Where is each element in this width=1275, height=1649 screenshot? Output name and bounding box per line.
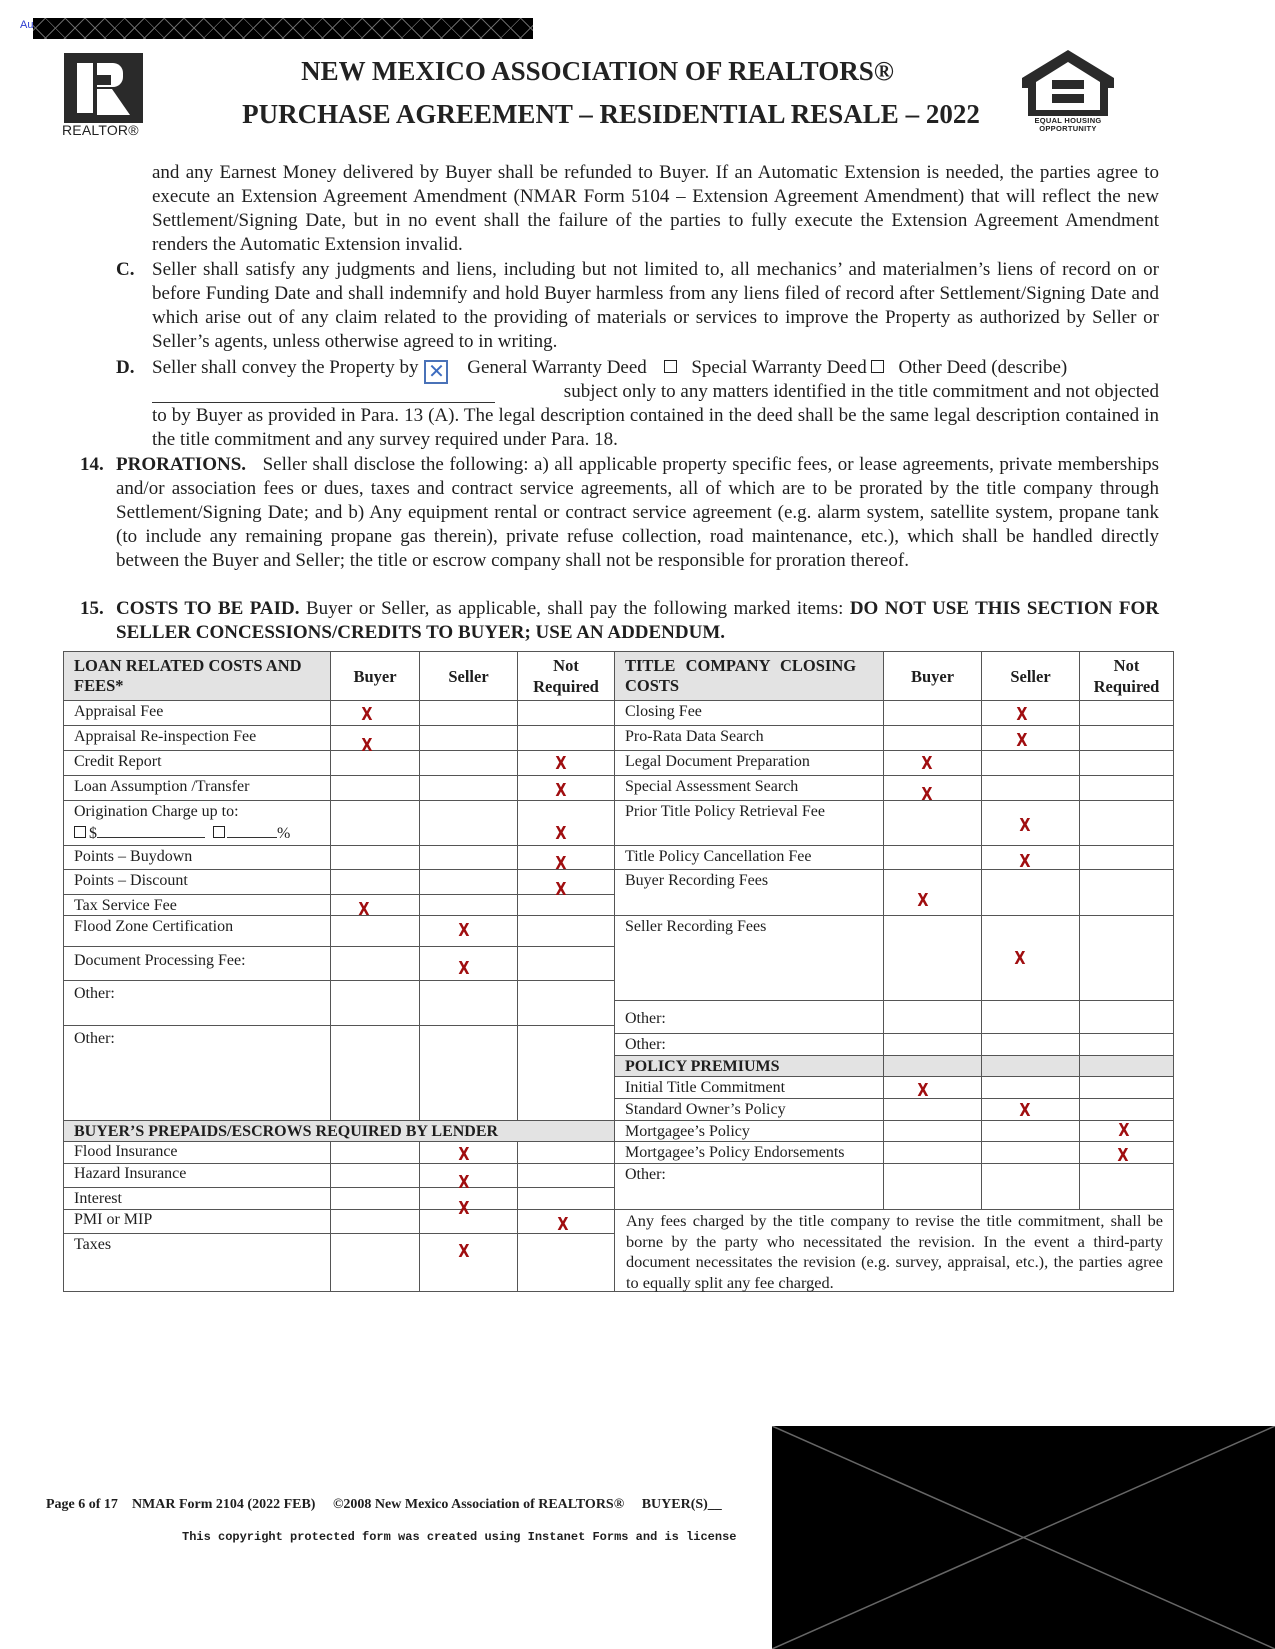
title-row-label: Legal Document Preparation bbox=[614, 750, 884, 776]
prepaid-row-buyer-cell[interactable] bbox=[330, 1233, 420, 1292]
loan-col-seller: Seller bbox=[419, 651, 518, 701]
x-mark-icon: X bbox=[557, 1214, 569, 1235]
policy-row-seller-cell[interactable] bbox=[981, 1163, 1080, 1210]
origination-percent-checkbox[interactable] bbox=[213, 826, 225, 838]
title-row-buyer-cell[interactable] bbox=[883, 1000, 982, 1034]
title-row-label: Special Assessment Search bbox=[614, 775, 884, 801]
title-row-buyer-cell[interactable] bbox=[883, 869, 982, 916]
title-row-buyer-cell[interactable] bbox=[883, 1033, 982, 1056]
x-mark-icon: X bbox=[458, 958, 470, 979]
form-id: NMAR Form 2104 (2022 FEB) bbox=[131, 1497, 316, 1512]
title-row-seller-cell[interactable] bbox=[981, 915, 1080, 1001]
loan-row-label: Points – Buydown bbox=[63, 845, 331, 870]
loan-row-seller-cell[interactable] bbox=[419, 1025, 518, 1121]
loan-row-nr-cell[interactable] bbox=[517, 725, 615, 751]
x-mark-icon: X bbox=[1016, 730, 1028, 751]
x-mark-icon: X bbox=[555, 753, 567, 774]
policy-row-buyer-cell[interactable] bbox=[883, 1120, 982, 1142]
item-c-label: C. bbox=[116, 259, 135, 280]
x-mark-icon: X bbox=[555, 780, 567, 801]
x-mark-icon: X bbox=[361, 735, 373, 756]
title-revision-fee-note: Any fees charged by the title company to revise the title commitment, shall be borne by the party who necessitated the revision. In the event a third-party document necessitates the revision (e.g. survey, appraisal, etc.), the parties agree to equally split any fee charged. bbox=[614, 1209, 1174, 1292]
x-mark-icon: X bbox=[555, 853, 567, 874]
policy-premiums-heading-fill bbox=[883, 1055, 982, 1077]
loan-row-buyer-cell[interactable] bbox=[330, 915, 420, 947]
general-warranty-deed-label: General Warranty Deed bbox=[467, 357, 647, 378]
section-15-body bbox=[116, 597, 1159, 645]
copyright-text: ©2008 New Mexico Association of REALTORS® bbox=[332, 1497, 625, 1512]
eho-line1: EQUAL HOUSING bbox=[1034, 116, 1102, 125]
prepaid-row-buyer-cell[interactable] bbox=[330, 1163, 420, 1188]
x-mark-icon: X bbox=[458, 1241, 470, 1262]
policy-row-label: Mortgagee’s Policy bbox=[614, 1120, 884, 1142]
policy-premiums-heading-fill bbox=[1079, 1055, 1174, 1077]
loan-row-buyer-cell[interactable] bbox=[330, 800, 420, 846]
loan-row-label: Other: bbox=[63, 1025, 331, 1121]
x-mark-icon: X bbox=[1016, 704, 1028, 725]
loan-row-nr-cell[interactable] bbox=[517, 1025, 615, 1121]
loan-row-buyer-cell[interactable] bbox=[330, 894, 420, 916]
x-mark-icon: X bbox=[917, 890, 929, 911]
title-col-buyer: Buyer bbox=[883, 651, 982, 701]
title-row-nr-cell[interactable] bbox=[1079, 725, 1174, 751]
loan-row-label: Appraisal Fee bbox=[63, 700, 331, 726]
loan-row-buyer-cell[interactable] bbox=[330, 775, 420, 801]
loan-col-not-required: Not Required bbox=[517, 651, 615, 701]
section-14-heading: PRORATIONS. bbox=[116, 454, 247, 475]
title-row-seller-cell[interactable] bbox=[981, 1000, 1080, 1034]
origination-amount-line: $ % bbox=[74, 822, 320, 844]
section-14-body bbox=[116, 453, 1159, 573]
prepaid-row-label: Flood Insurance bbox=[63, 1141, 331, 1164]
prepaid-row-nr-cell[interactable] bbox=[517, 1163, 615, 1188]
loan-row-label: Document Processing Fee: bbox=[63, 946, 331, 981]
section-15-heading: COSTS TO BE PAID. bbox=[116, 598, 300, 619]
equal-housing-label bbox=[1022, 117, 1114, 133]
x-mark-icon: X bbox=[458, 1172, 470, 1193]
license-note: This copyright protected form was created using Instanet Forms and is license bbox=[182, 1530, 737, 1544]
policy-row-seller-cell[interactable] bbox=[981, 1120, 1080, 1142]
other-deed-describe-field[interactable] bbox=[152, 402, 495, 403]
redacted-header-bar bbox=[33, 18, 533, 39]
title-row-nr-cell[interactable] bbox=[1079, 869, 1174, 916]
title-row-label: Title Policy Cancellation Fee bbox=[614, 845, 884, 870]
x-mark-icon: X bbox=[458, 920, 470, 941]
policy-row-nr-cell[interactable] bbox=[1079, 1098, 1174, 1121]
page-footer bbox=[46, 1497, 722, 1513]
prepaid-row-label: PMI or MIP bbox=[63, 1209, 331, 1234]
origination-dollar-checkbox[interactable] bbox=[74, 826, 86, 838]
loan-row-seller-cell[interactable] bbox=[419, 869, 518, 895]
loan-row-buyer-cell[interactable] bbox=[330, 845, 420, 870]
equal-housing-house-icon bbox=[1020, 48, 1116, 118]
section-14-text: Seller shall disclose the following: a) all applicable property specific fees, or lease agreements, private memberships and/or association fees or dues, taxes and contract service agreements, all of which are to be prorated by the title company through Settlement/Signing Date; and b) Any equipment rental or contract service agreement (e.g. alarm system, satellite system, propane tank (to include any remaining propane gas therein), private refuse collection, road maintenance, etc.), which shall be handled directly between the Buyer and Seller; the title or escrow company shall not be responsible for proration thereof. bbox=[116, 454, 1159, 571]
loan-row-origination bbox=[63, 800, 331, 846]
loan-row-nr-cell[interactable] bbox=[517, 946, 615, 981]
title-row-label: Prior Title Policy Retrieval Fee bbox=[614, 800, 884, 846]
policy-row-label: Mortgagee’s Policy Endorsements bbox=[614, 1141, 884, 1164]
loan-row-label: Credit Report bbox=[63, 750, 331, 776]
prepaids-heading: BUYER’S PREPAIDS/ESCROWS REQUIRED BY LENDER bbox=[63, 1120, 615, 1142]
x-mark-icon: X bbox=[1019, 851, 1031, 872]
policy-row-buyer-cell[interactable] bbox=[883, 1076, 982, 1099]
loan-row-nr-cell[interactable] bbox=[517, 700, 615, 726]
title-col-seller: Seller bbox=[981, 651, 1080, 701]
title-row-seller-cell[interactable] bbox=[981, 750, 1080, 776]
origination-label: Origination Charge up to: bbox=[74, 803, 239, 820]
loan-row-seller-cell[interactable] bbox=[419, 725, 518, 751]
policy-row-label: Other: bbox=[614, 1163, 884, 1210]
title-row-seller-cell[interactable] bbox=[981, 725, 1080, 751]
policy-row-seller-cell[interactable] bbox=[981, 1141, 1080, 1164]
title-row-seller-cell[interactable] bbox=[981, 775, 1080, 801]
buyer-initials-label: BUYER(S)__ bbox=[641, 1497, 722, 1512]
prepaid-row-label: Taxes bbox=[63, 1233, 331, 1292]
loan-row-seller-cell[interactable] bbox=[419, 980, 518, 1026]
title-row-seller-cell[interactable] bbox=[981, 1033, 1080, 1056]
prepaid-row-buyer-cell[interactable] bbox=[330, 1209, 420, 1234]
title-row-nr-cell[interactable] bbox=[1079, 1033, 1174, 1056]
policy-premiums-heading-fill bbox=[981, 1055, 1080, 1077]
x-mark-icon: X bbox=[358, 899, 370, 920]
loan-row-seller-cell[interactable] bbox=[419, 800, 518, 846]
section-15-number: 15. bbox=[80, 598, 104, 619]
loan-row-seller-cell[interactable] bbox=[419, 750, 518, 776]
policy-row-seller-cell[interactable] bbox=[981, 1076, 1080, 1099]
loan-row-seller-cell[interactable] bbox=[419, 700, 518, 726]
title-row-label: Seller Recording Fees bbox=[614, 915, 884, 1001]
item-d-label: D. bbox=[116, 357, 135, 378]
page-title-agreement: PURCHASE AGREEMENT – RESIDENTIAL RESALE – 2022 bbox=[242, 99, 980, 129]
x-mark-icon: X bbox=[1014, 948, 1026, 969]
loan-row-seller-cell[interactable] bbox=[419, 845, 518, 870]
other-deed-label: Other Deed (describe) bbox=[898, 357, 1068, 378]
loan-row-label: Tax Service Fee bbox=[63, 894, 331, 916]
policy-row-buyer-cell[interactable] bbox=[883, 1098, 982, 1121]
loan-row-buyer-cell[interactable] bbox=[330, 980, 420, 1026]
policy-row-buyer-cell[interactable] bbox=[883, 1141, 982, 1164]
x-mark-icon: X bbox=[1118, 1120, 1130, 1141]
title-row-nr-cell[interactable] bbox=[1079, 700, 1174, 726]
title-row-buyer-cell[interactable] bbox=[883, 700, 982, 726]
item-c-text: Seller shall satisfy any judgments and liens, including but not limited to, all mechanics’ and materialmen’s liens of record on or before Funding Date and shall indemnify and hold Buyer harmless from any liens filed of record after Settlement/Signing Date and which arise out of any claim related to the providing of materials or services to improve the Property as authorized by Seller or Seller’s agents, unless otherwise agreed to in writing. bbox=[152, 259, 1159, 352]
title-row-seller-cell[interactable] bbox=[981, 869, 1080, 916]
title-row-buyer-cell[interactable] bbox=[883, 845, 982, 870]
section-15-warning: DO NOT USE THIS SECTION FOR SELLER CONCESSIONS/CREDITS TO BUYER; USE AN ADDENDUM. bbox=[116, 598, 1159, 643]
loan-row-buyer-cell[interactable] bbox=[330, 869, 420, 895]
loan-row-label: Loan Assumption /Transfer bbox=[63, 775, 331, 801]
origination-percent-field[interactable] bbox=[227, 822, 277, 838]
general-warranty-deed-checkbox[interactable] bbox=[424, 360, 448, 384]
x-mark-icon: X bbox=[555, 823, 567, 844]
title-row-nr-cell[interactable] bbox=[1079, 1000, 1174, 1034]
x-mark-icon: X bbox=[361, 704, 373, 725]
policy-premiums-heading: POLICY PREMIUMS bbox=[614, 1055, 884, 1077]
policy-row-nr-cell[interactable] bbox=[1079, 1163, 1174, 1210]
page-number: Page 6 of 17 bbox=[46, 1497, 118, 1512]
title-row-buyer-cell[interactable] bbox=[883, 915, 982, 1001]
realtor-logo-text: REALTOR® bbox=[62, 122, 139, 138]
section-14-number: 14. bbox=[80, 454, 104, 475]
loan-row-seller-cell[interactable] bbox=[419, 894, 518, 916]
loan-row-nr-cell[interactable] bbox=[517, 915, 615, 947]
x-mark-icon: X bbox=[1117, 1145, 1129, 1166]
policy-row-label: Standard Owner’s Policy bbox=[614, 1098, 884, 1121]
x-mark-icon: X bbox=[1019, 1100, 1031, 1121]
other-deed-checkbox[interactable] bbox=[871, 360, 884, 373]
x-mark-icon: X bbox=[458, 1144, 470, 1165]
loan-row-label: Flood Zone Certification bbox=[63, 915, 331, 947]
x-mark-icon: X bbox=[921, 753, 933, 774]
loan-costs-heading: LOAN RELATED COSTS AND FEES* bbox=[63, 651, 331, 701]
x-mark-icon: X bbox=[458, 1198, 470, 1219]
policy-row-buyer-cell[interactable] bbox=[883, 1163, 982, 1210]
title-row-nr-cell[interactable] bbox=[1079, 775, 1174, 801]
title-costs-heading: TITLE COMPANY CLOSING COSTS bbox=[614, 651, 884, 701]
loan-row-buyer-cell[interactable] bbox=[330, 700, 420, 726]
item-d-line2: subject only to any matters identified in the title commitment and not objected bbox=[563, 381, 1159, 402]
loan-row-label: Other: bbox=[63, 980, 331, 1026]
prepaid-row-nr-cell[interactable] bbox=[517, 1141, 615, 1164]
title-row-nr-cell[interactable] bbox=[1079, 750, 1174, 776]
title-row-label: Other: bbox=[614, 1000, 884, 1034]
deed-lead-text: Seller shall convey the Property by bbox=[152, 357, 419, 378]
item-d-line3: to by Buyer as provided in Para. 13 (A). The legal description contained in the deed shall be the same legal description contained in the title commitment and any survey required under Para. 18. bbox=[152, 405, 1159, 450]
loan-row-nr-cell[interactable] bbox=[517, 980, 615, 1026]
eho-line2: OPPORTUNITY bbox=[1039, 124, 1097, 133]
title-row-label: Closing Fee bbox=[614, 700, 884, 726]
title-col-not-required: Not Required bbox=[1079, 651, 1174, 701]
prepaid-row-nr-cell[interactable] bbox=[517, 1187, 615, 1210]
policy-row-label: Initial Title Commitment bbox=[614, 1076, 884, 1099]
policy-row-nr-cell[interactable] bbox=[1079, 1076, 1174, 1099]
x-mark-icon: X bbox=[555, 879, 567, 900]
section-15-text: Buyer or Seller, as applicable, shall pay the following marked items: bbox=[305, 598, 844, 619]
title-row-label: Buyer Recording Fees bbox=[614, 869, 884, 916]
title-row-label: Pro-Rata Data Search bbox=[614, 725, 884, 751]
redacted-initials-box bbox=[772, 1426, 1275, 1649]
prepaid-row-label: Interest bbox=[63, 1187, 331, 1210]
page-title-association: NEW MEXICO ASSOCIATION OF REALTORS® bbox=[301, 56, 894, 86]
title-row-buyer-cell[interactable] bbox=[883, 725, 982, 751]
loan-row-label: Appraisal Re-inspection Fee bbox=[63, 725, 331, 751]
title-row-buyer-cell[interactable] bbox=[883, 800, 982, 846]
origination-dollar-field[interactable] bbox=[97, 822, 205, 838]
loan-row-buyer-cell[interactable] bbox=[330, 1025, 420, 1121]
prepaid-row-buyer-cell[interactable] bbox=[330, 1187, 420, 1210]
title-row-nr-cell[interactable] bbox=[1079, 800, 1174, 846]
prepaid-row-nr-cell[interactable] bbox=[517, 1233, 615, 1292]
x-mark-icon: X bbox=[1019, 815, 1031, 836]
loan-col-buyer: Buyer bbox=[330, 651, 420, 701]
special-warranty-deed-checkbox[interactable] bbox=[664, 360, 677, 373]
loan-row-buyer-cell[interactable] bbox=[330, 725, 420, 751]
x-mark-icon: X bbox=[921, 784, 933, 805]
prepaid-row-label: Hazard Insurance bbox=[63, 1163, 331, 1188]
loan-row-buyer-cell[interactable] bbox=[330, 750, 420, 776]
x-mark-icon: X bbox=[917, 1080, 929, 1101]
loan-row-label: Points – Discount bbox=[63, 869, 331, 895]
truncated-header-text: Au bbox=[20, 19, 34, 31]
title-row-nr-cell[interactable] bbox=[1079, 915, 1174, 1001]
title-row-nr-cell[interactable] bbox=[1079, 845, 1174, 870]
loan-row-buyer-cell[interactable] bbox=[330, 946, 420, 981]
checkmark-x-icon: ✕ bbox=[428, 359, 445, 383]
title-row-seller-cell[interactable] bbox=[981, 700, 1080, 726]
loan-row-seller-cell[interactable] bbox=[419, 775, 518, 801]
section-13-continuation: and any Earnest Money delivered by Buyer shall be refunded to Buyer. If an Automatic Extension is needed, the parties agree to execute an Extension Agreement Amendment (NMAR Form 5104 – Extension Agreement Amendment) that will reflect the new Settlement/Signing Date, but in no event shall the failure of the parties to fully execute the Extension Agreement Amendment renders the Automatic Extension invalid. bbox=[152, 162, 1159, 255]
title-row-label: Other: bbox=[614, 1033, 884, 1056]
prepaid-row-buyer-cell[interactable] bbox=[330, 1141, 420, 1164]
special-warranty-deed-label: Special Warranty Deed bbox=[691, 357, 867, 378]
